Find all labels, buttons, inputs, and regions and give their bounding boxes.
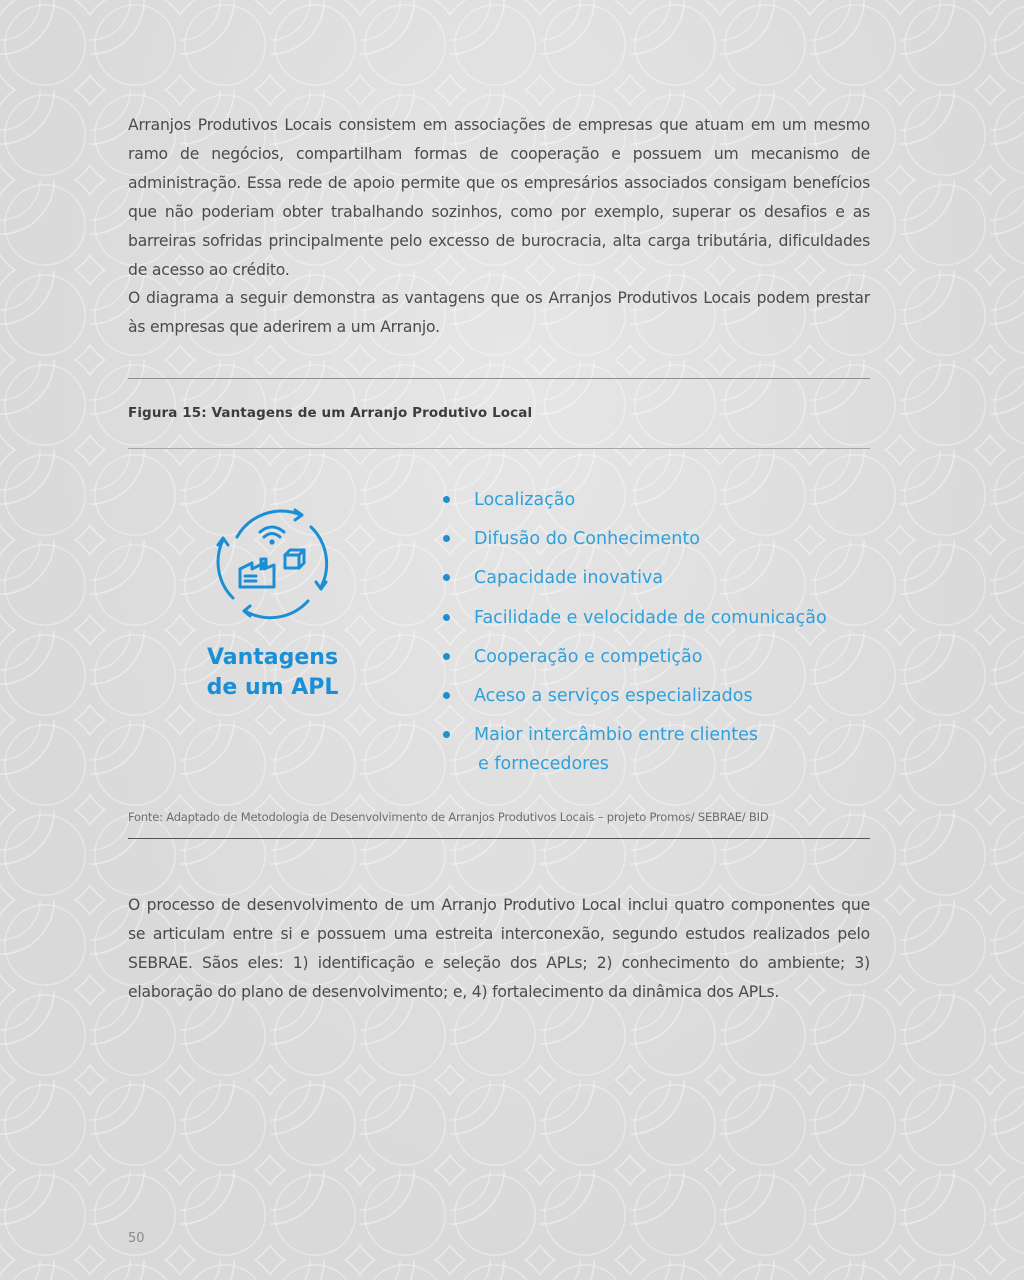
factory-cycle-icon	[215, 505, 331, 621]
list-item-label: Facilidade e velocidade de comunicação	[474, 607, 827, 628]
figure-top-rule	[128, 378, 870, 379]
list-item-label: Cooperação e competição	[474, 646, 703, 667]
list-item-label: Capacidade inovativa	[474, 568, 664, 589]
figure-source: Fonte: Adaptado de Metodologia de Desenvolvimento de Arranjos Produtivos Locais – projeto Promos/ SEBRAE/ BID	[128, 810, 769, 824]
list-item	[440, 642, 827, 681]
advantages-list	[440, 485, 827, 775]
figure-caption-rule	[128, 448, 870, 449]
list-item	[440, 603, 827, 642]
process-paragraph: O processo de desenvolvimento de um Arranjo Produtivo Local inclui quatro componentes que se articulam entre si e possuem uma estreita interconexão, segundo estudos realizados pelo SEBRAE. Sãos eles: 1) identificação e seleção dos APLs; 2) conhecimento do ambiente; 3) elaboração do plano de desenvolvimento; e, 4) fortalecimento da dinâmica dos APLs.	[128, 896, 870, 1001]
figure-bottom-rule	[128, 838, 870, 839]
figure-title	[195, 643, 350, 703]
list-item	[440, 524, 827, 563]
figure-title-line2: de um APL	[206, 675, 339, 700]
list-item	[440, 485, 827, 524]
list-item	[440, 681, 827, 720]
figure-title-line1: Vantagens	[206, 645, 339, 670]
diagram-intro-paragraph: O diagrama a seguir demonstra as vantagens que os Arranjos Produtivos Locais podem prestar às empresas que aderirem a um Arranjo.	[128, 289, 870, 336]
figure-caption: Figura 15: Vantagens de um Arranjo Produtivo Local	[128, 405, 533, 421]
list-item-label: Localização	[474, 490, 576, 510]
list-item-label: Aceso a serviços especializados	[474, 685, 753, 706]
intro-paragraph: Arranjos Produtivos Locais consistem em associações de empresas que atuam em um mesmo ramo de negócios, compartilham formas de cooperação e possuem um mecanismo de administração. Essa rede de apoio permite que os empresários associados consigam benefícios que não poderiam obter trabalhando sozinhos, como por exemplo, superar os desafios e as barreiras sofridas principalmente pelo excesso de burocracia, alta carga tributária, dificuldades de acesso ao crédito.	[128, 116, 870, 279]
list-item-label: Difusão do Conhecimento	[474, 529, 700, 550]
list-item-label: Maior intercâmbio entre clientes	[474, 725, 758, 746]
list-item-continuation: e fornecedores	[478, 754, 609, 775]
list-item	[440, 720, 827, 775]
list-item	[440, 563, 827, 602]
page-number: 50	[128, 1231, 145, 1246]
